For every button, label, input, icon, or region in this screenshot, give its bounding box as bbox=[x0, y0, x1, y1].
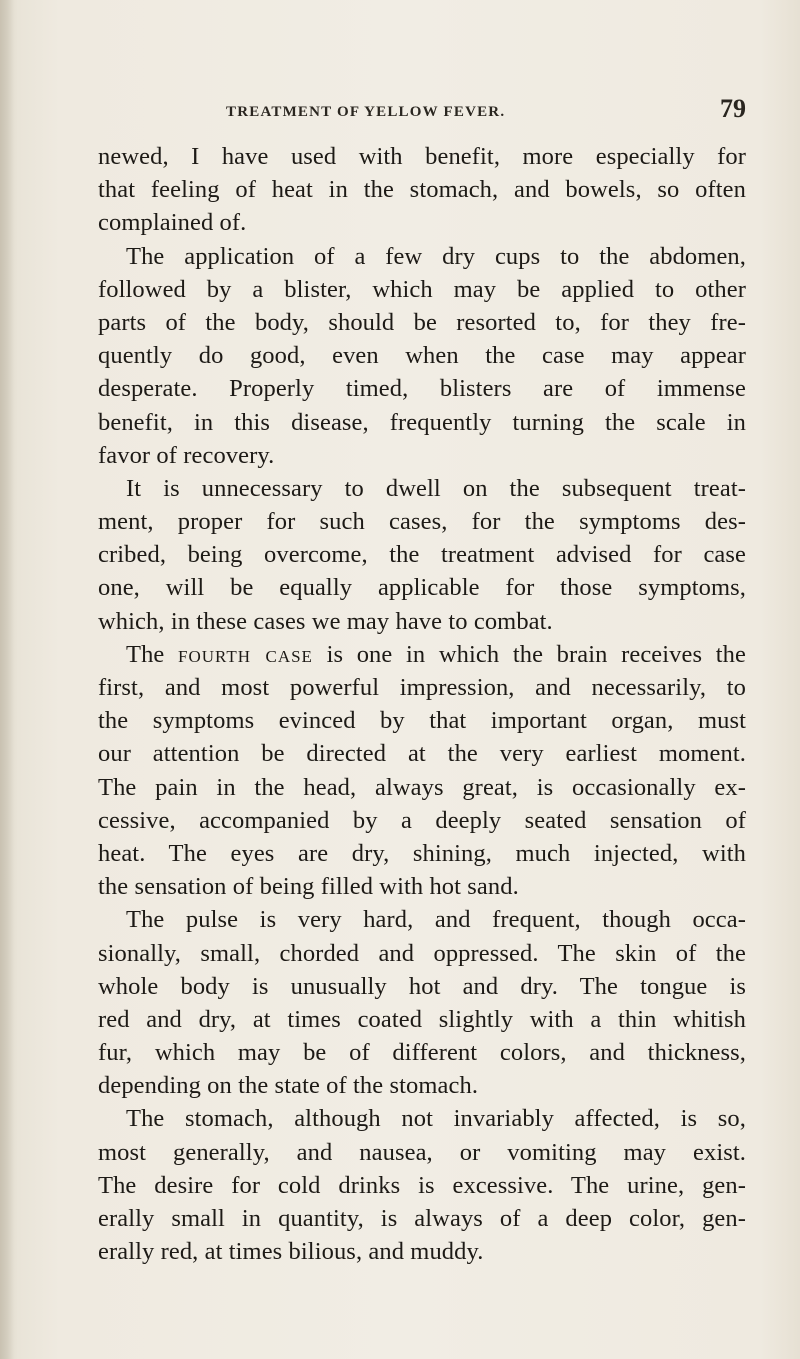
gutter-shadow bbox=[0, 0, 14, 1359]
text-line: erally small in quantity, is always of a deep color, gen- bbox=[98, 1205, 746, 1232]
body-text bbox=[98, 140, 746, 1268]
text-line: followed by a blister, which may be applied to other bbox=[98, 275, 746, 303]
text-line: newed, I have used with benefit, more especially for bbox=[98, 143, 746, 170]
text-line: red and dry, at times coated slightly with a thin whitish bbox=[98, 1005, 746, 1033]
text-line: the symptoms evinced by that important organ, must bbox=[98, 707, 746, 735]
text-line: The pain in the head, always great, is occasionally ex- bbox=[98, 773, 746, 801]
text-line: erally red, at times bilious, and muddy. bbox=[98, 1238, 484, 1266]
text-line: which, in these cases we may have to combat. bbox=[98, 607, 553, 635]
text-line: It is unnecessary to dwell on the subsequent treat- bbox=[126, 474, 746, 502]
text-line: complained of. bbox=[98, 209, 247, 237]
text-line: desperate. Properly timed, blisters are of immense bbox=[98, 375, 746, 403]
text-line-case-lead bbox=[98, 638, 746, 671]
text-line: one, will be equally applicable for those symptoms, bbox=[98, 574, 746, 602]
text-line: favor of recovery. bbox=[98, 441, 275, 469]
text-line: The application of a few dry cups to the abdomen, bbox=[126, 242, 746, 270]
text-line: parts of the body, should be resorted to, for they fre- bbox=[98, 308, 746, 336]
text-line: depending on the state of the stomach. bbox=[98, 1072, 479, 1100]
text-line: most generally, and nausea, or vomiting may exist. bbox=[98, 1138, 746, 1166]
text-line: heat. The eyes are dry, shining, much injected, with bbox=[98, 839, 746, 867]
text-line: the sensation of being filled with hot sand. bbox=[98, 873, 519, 901]
page-header bbox=[226, 94, 746, 130]
running-title: TREATMENT OF YELLOW FEVER. bbox=[226, 104, 506, 120]
text-line: our attention be directed at the very earliest moment. bbox=[98, 740, 746, 768]
text-line: whole body is unusually hot and dry. The tongue is bbox=[98, 972, 746, 1000]
text-line: cessive, accompanied by a deeply seated sensation of bbox=[98, 806, 746, 834]
text-line: that feeling of heat in the stomach, and bowels, so often bbox=[98, 176, 746, 204]
text-line: sionally, small, chorded and oppressed. The skin of the bbox=[98, 939, 746, 967]
case-lead-rest: is one in which the brain receives the bbox=[326, 640, 746, 668]
case-lead-word: The bbox=[126, 640, 165, 668]
text-line: The desire for cold drinks is excessive. The urine, gen- bbox=[98, 1171, 746, 1199]
text-line: cribed, being overcome, the treatment advised for case bbox=[98, 541, 746, 569]
case-lead-small-caps: fourth case bbox=[178, 640, 313, 668]
text-line: first, and most powerful impression, and necessarily, to bbox=[98, 674, 746, 701]
text-line: benefit, in this disease, frequently turning the scale in bbox=[98, 408, 746, 436]
text-line: quently do good, even when the case may appear bbox=[98, 342, 746, 370]
text-line: fur, which may be of different colors, and thickness, bbox=[98, 1039, 746, 1067]
text-line: The pulse is very hard, and frequent, though occa- bbox=[126, 906, 746, 934]
text-line: ment, proper for such cases, for the symptoms des- bbox=[98, 508, 746, 536]
page-number: 79 bbox=[720, 94, 746, 123]
text-line: The stomach, although not invariably affected, is so, bbox=[126, 1105, 746, 1133]
